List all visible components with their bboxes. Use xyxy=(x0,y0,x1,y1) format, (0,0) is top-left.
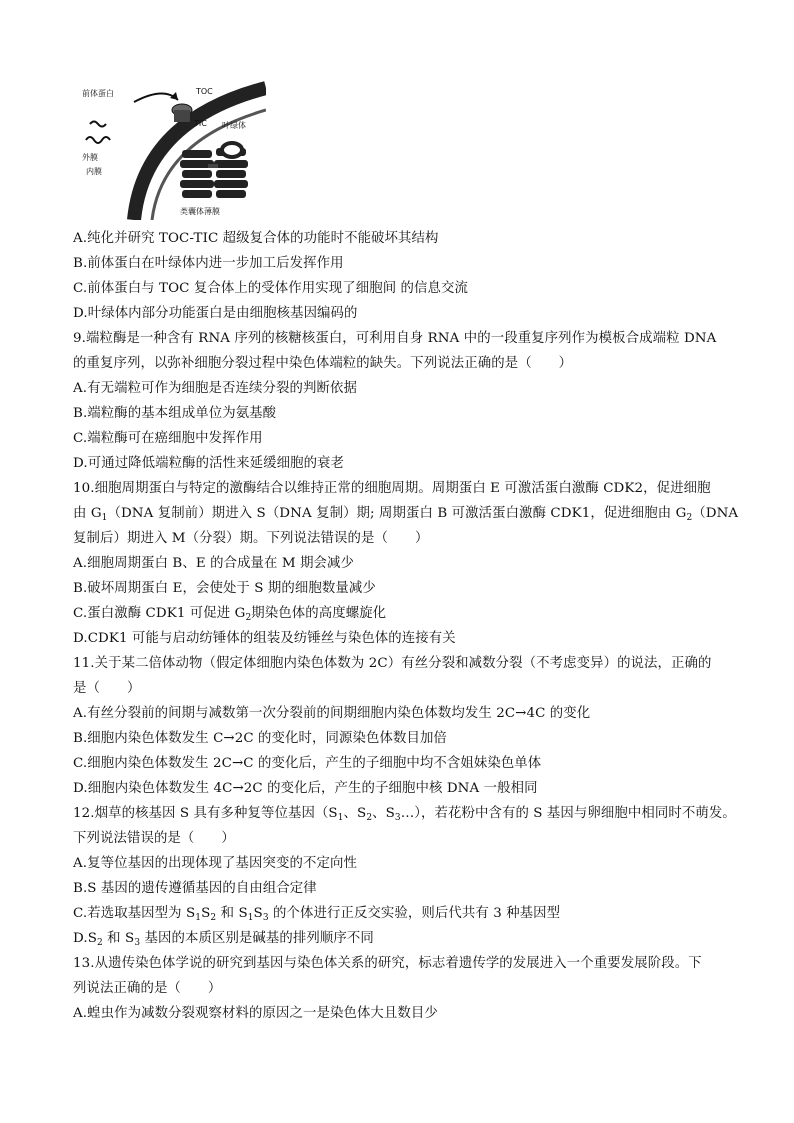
text-span: 基因的本质区别是碱基的排列顺序不同 xyxy=(140,931,374,946)
q11-stem-line2: 是（ ） xyxy=(73,681,141,696)
q9-option-d: D.可通过降低端粒酶的活性来延缓细胞的衰老 xyxy=(73,456,345,471)
q13-stem-line2: 列说法正确的是（ ） xyxy=(73,981,222,996)
subscript: 1 xyxy=(101,513,108,523)
label-inner-membrane: 内膜 xyxy=(86,167,102,176)
text-span: C.蛋白激酶 CDK1 可促进 G xyxy=(73,606,246,621)
q11-stem-line1: 11.关于某二倍体动物（假定体细胞内染色体数为 2C）有丝分裂和减数分裂（不考虑变异）的说法，正确的 xyxy=(73,656,712,671)
subscript: 3 xyxy=(394,813,401,823)
text-span: C.若选取基因型为 S xyxy=(73,906,196,921)
text-span: （DNA xyxy=(692,506,739,521)
subscript: 3 xyxy=(134,938,141,948)
q8-option-c: C.前体蛋白与 TOC 复合体上的受体作用实现了细胞间 的信息交流 xyxy=(73,281,469,296)
subscript: 2 xyxy=(245,613,252,623)
label-chloroplast: 叶绿体 xyxy=(222,121,246,130)
label-toc: TOC xyxy=(196,87,213,96)
precursor-protein-mark xyxy=(86,137,110,143)
precursor-protein-mark xyxy=(90,122,106,127)
q10-stem-line2 xyxy=(73,505,738,527)
q8-option-a: A.纯化并研究 TOC-TIC 超级复合体的功能时不能破坏其结构 xyxy=(73,231,439,246)
q12-option-a: A.复等位基因的出现体现了基因突变的不定向性 xyxy=(73,856,357,871)
text-span: 、S xyxy=(343,806,367,821)
subscript: 1 xyxy=(337,813,344,823)
q9-stem-line2: 的重复序列，以弥补细胞分裂过程中染色体端粒的缺失。下列说法正确的是（ ） xyxy=(73,356,573,371)
q10-option-d: D.CDK1 可能与启动纺锤体的组装及纺锤丝与染色体的连接有关 xyxy=(73,631,456,646)
q10-option-a: A.细胞周期蛋白 B、E 的合成量在 M 期会减少 xyxy=(73,556,355,571)
text-span: 12.烟草的核基因 S 具有多种复等位基因（S xyxy=(73,806,338,821)
text-span: S xyxy=(253,906,263,921)
text-span: （DNA 复制前）期进入 S（DNA 复制）期; 周期蛋白 B 可激活蛋白激酶 CDK1，促进细胞由 G xyxy=(107,506,687,521)
subscript: 2 xyxy=(686,513,693,523)
subscript: 2 xyxy=(97,938,103,948)
q13-stem-line1: 13.从遗传染色体学说的研究到基因与染色体关系的研究，标志着遗传学的发展进入一个重要发展阶段。下 xyxy=(73,956,702,971)
text-span: 、S xyxy=(372,806,395,821)
q12-stem-line1 xyxy=(73,805,736,827)
q12-option-c xyxy=(73,905,560,927)
thylakoid-stack xyxy=(180,150,214,198)
text-span: 由 G xyxy=(73,506,102,521)
tic-complex xyxy=(174,110,190,122)
q11-option-a: A.有丝分裂前的间期与减数第一次分裂前的间期细胞内染色体数均发生 2C→4C 的变化 xyxy=(73,706,591,721)
q11-option-c: C.细胞内染色体数发生 2C→C 的变化后，产生的子细胞中均不含姐妹染色单体 xyxy=(73,756,542,771)
q13-option-a: A.蝗虫作为减数分裂观察材料的原因之一是染色体大且数目少 xyxy=(73,1006,438,1021)
q11-option-b: B.细胞内染色体数发生 C→2C 的变化时，同源染色体数目加倍 xyxy=(73,731,447,746)
text-span: 和 S xyxy=(102,931,135,946)
q9-option-a: A.有无端粒可作为细胞是否连续分裂的判断依据 xyxy=(73,381,357,396)
text-span: 期染色体的高度螺旋化 xyxy=(251,606,387,621)
text-span: …），若花粉中含有的 S 基因与卵细胞中相同时不萌发。 xyxy=(400,806,736,821)
q9-option-c: C.端粒酶可在癌细胞中发挥作用 xyxy=(73,431,263,446)
chloroplast-diagram xyxy=(74,80,266,220)
q11-option-d: D.细胞内染色体数发生 4C→2C 的变化后，产生的子细胞中核 DNA 一般相同 xyxy=(73,781,538,796)
subscript: 3 xyxy=(262,913,269,923)
subscript: 2 xyxy=(210,913,217,923)
q12-option-b: B.S 基因的遗传遵循基因的自由组合定律 xyxy=(73,881,317,896)
subscript: 1 xyxy=(247,913,254,923)
q8-option-d: D.叶绿体内部分功能蛋白是由细胞核基因编码的 xyxy=(73,306,358,321)
q10-stem-line1: 10.细胞周期蛋白与特定的激酶结合以维持正常的细胞周期。周期蛋白 E 可激活蛋白激酶 CDK2，促进细胞 xyxy=(73,481,711,496)
thylakoid-stack xyxy=(214,143,248,198)
chloroplast-import-figure xyxy=(74,80,266,220)
q12-stem-line2: 下列说法错误的是（ ） xyxy=(73,831,235,846)
subscript: 1 xyxy=(195,913,202,923)
q9-stem-line1: 9.端粒酶是一种含有 RNA 序列的核糖核蛋白，可利用自身 RNA 中的一段重复序列作为模板合成端粒 DNA xyxy=(73,331,717,346)
q10-option-b: B.破坏周期蛋白 E，会使处于 S 期的细胞数量减少 xyxy=(73,581,376,596)
stroma-lamella xyxy=(208,164,218,168)
q12-option-d xyxy=(73,930,374,952)
q8-option-b: B.前体蛋白在叶绿体内进一步加工后发挥作用 xyxy=(73,256,344,271)
q10-option-c xyxy=(73,605,386,627)
label-precursor: 前体蛋白 xyxy=(82,89,114,98)
text-span: S xyxy=(201,906,211,921)
q10-stem-line3: 复制后）期进入 M（分裂）期。下列说法错误的是（ ） xyxy=(73,531,429,546)
text-span: 和 S xyxy=(216,906,248,921)
q9-option-b: B.端粒酶的基本组成单位为氨基酸 xyxy=(73,406,277,421)
subscript: 2 xyxy=(366,813,373,823)
text-span: 的个体进行正反交实验，则后代共有 3 种基因型 xyxy=(268,906,561,921)
label-tic: TIC xyxy=(194,119,207,128)
text-span: D.S xyxy=(73,931,97,946)
label-outer-membrane: 外膜 xyxy=(82,153,98,162)
label-thylakoid: 类囊体薄膜 xyxy=(180,207,220,216)
